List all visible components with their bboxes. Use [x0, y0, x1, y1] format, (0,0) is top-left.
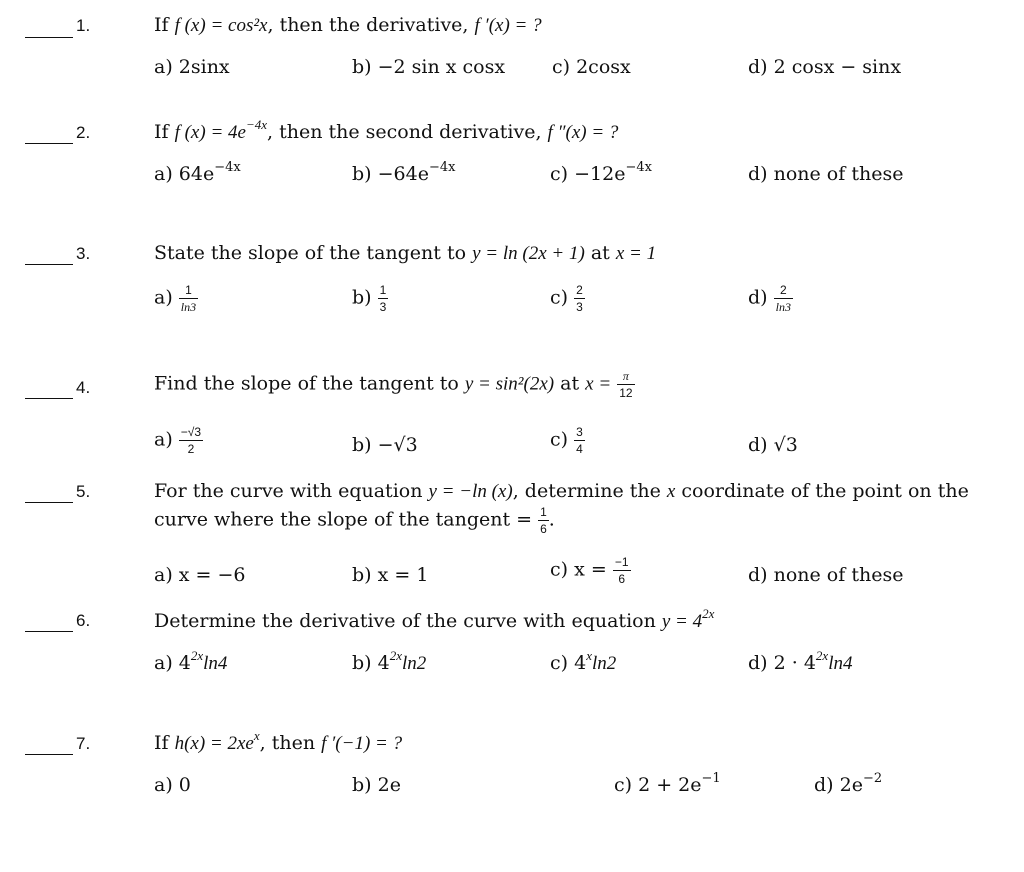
answer-blank[interactable] [25, 754, 73, 755]
option-a[interactable]: a) 2sinx [154, 56, 230, 78]
answer-blank[interactable] [25, 631, 73, 632]
option-d[interactable]: d) none of these [748, 163, 904, 185]
option-b[interactable]: b) −2 sin x cosx [352, 56, 506, 78]
option-d[interactable]: d) √3 [748, 434, 798, 456]
option-a[interactable]: a) $64e^{-4x}$ [154, 160, 241, 185]
option-d[interactable]: d) $\frac{2}{\ln 3}$ [748, 283, 791, 314]
option-b[interactable]: $b) -64e^{-4x}$ [352, 160, 456, 185]
question-stem-line-2: curve where the slope of the tangent = $\frac{1}{6}$ . [154, 505, 555, 536]
option-c[interactable]: c) $2 + 2e^{-1}$ [614, 771, 721, 796]
option-c[interactable]: $c) -12e^{-4x}$ [550, 160, 652, 185]
question-stem-line-1: For the curve with equation y = −ln (x), determine the x coordinate of the point on the [154, 480, 969, 502]
option-b[interactable]: b) x = 1 [352, 564, 429, 586]
option-c[interactable]: c) $\frac{3}{4}$ [550, 425, 583, 456]
option-b[interactable]: b) $4^{2x}\ln 2$ [352, 648, 427, 674]
question-stem: Find the slope of the tangent to y = sin²(2x) at x = $\frac{\pi}{12}$ [154, 369, 633, 400]
question-stem: State the slope of the tangent to y = ln (2x + 1) at x = 1 [154, 242, 657, 264]
question-number: 6. [76, 611, 91, 630]
question-number: 7. [76, 734, 91, 753]
option-c[interactable]: c) x = $\frac{-1}{6}$ [550, 555, 629, 586]
option-a[interactable]: a) $4^{2x}\ln 4$ [154, 648, 228, 674]
option-d[interactable]: d) none of these [748, 564, 904, 586]
option-d[interactable]: d) $2 \cdot 4^{2x}\ln 4$ [748, 648, 853, 674]
answer-blank[interactable] [25, 398, 73, 399]
answer-blank[interactable] [25, 143, 73, 144]
option-a[interactable]: a) x = −6 [154, 564, 246, 586]
option-d[interactable]: d) $2e^{-2}$ [814, 771, 883, 796]
option-a[interactable]: a) $\frac{-√3}{2}$ [154, 425, 202, 456]
question-stem: If $h(x) = 2xe^x$, then f ′(−1) = ? [154, 728, 403, 754]
option-b[interactable]: b) −√3 [352, 434, 418, 456]
question-stem: If f (x) = cos²x, then the derivative, f ′(x) = ? [154, 14, 542, 36]
question-number: 2. [76, 123, 91, 142]
option-b[interactable]: b) 2e [352, 774, 401, 796]
answer-blank[interactable] [25, 37, 73, 38]
option-b[interactable]: b) $\frac{1}{3}$ [352, 283, 387, 314]
answer-blank[interactable] [25, 264, 73, 265]
question-stem: Determine the derivative of the curve with equation $y = 4^{2x}$ [154, 606, 715, 632]
question-number: 5. [76, 482, 91, 501]
answer-blank[interactable] [25, 502, 73, 503]
option-d[interactable]: d) 2 cosx − sinx [748, 56, 902, 78]
option-a[interactable]: a) 0 [154, 774, 191, 796]
question-number: 1. [76, 16, 91, 35]
option-c[interactable]: c) $\frac{2}{3}$ [550, 283, 583, 314]
option-c[interactable]: c) 2cosx [552, 56, 631, 78]
question-number: 4. [76, 378, 91, 397]
option-c[interactable]: c) 4$^x$ln2 [550, 648, 617, 674]
option-a[interactable]: a) $\frac{1}{\ln 3}$ [154, 283, 197, 314]
question-stem: If f $(x) = 4e^{-4x}$, then the second derivative, f ″(x) = ? [154, 117, 619, 143]
question-number: 3. [76, 244, 91, 263]
